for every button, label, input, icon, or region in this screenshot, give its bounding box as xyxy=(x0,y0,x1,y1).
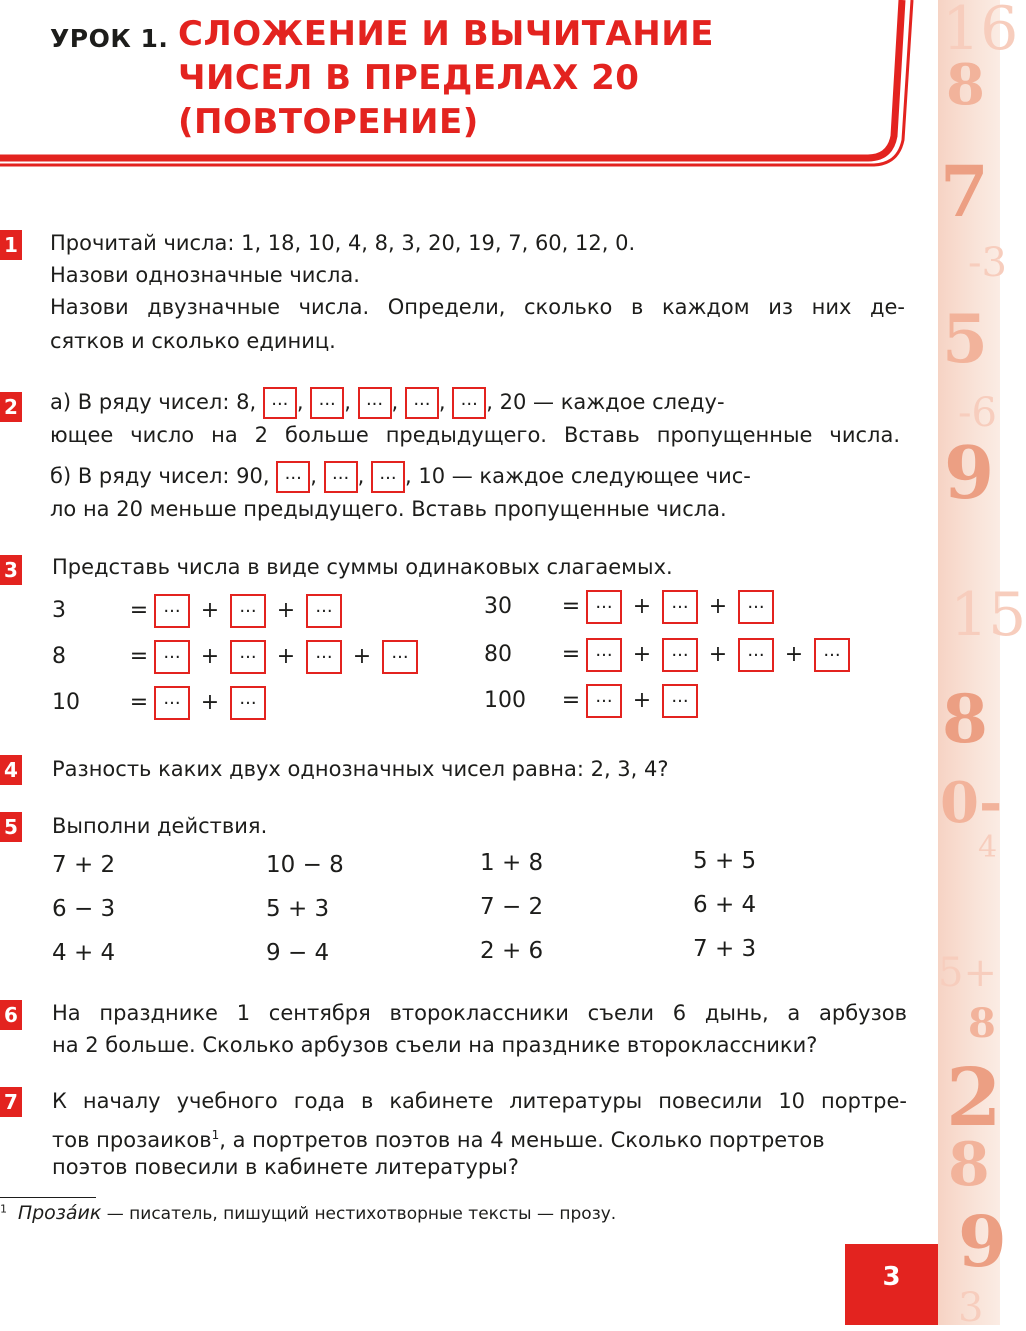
task2b-line-1: б) В ряду чисел: 90, ... , ... , ... , 10 — каждое следующее чис- xyxy=(50,459,751,493)
footnote-term: Прозáик xyxy=(17,1202,102,1224)
arithmetic-expression: 5 + 3 xyxy=(266,896,330,922)
arithmetic-expression: 5 + 5 xyxy=(693,848,757,874)
decor-number: 9 xyxy=(958,1200,1007,1283)
answer-box[interactable]: ... xyxy=(382,640,418,674)
equation-number: 8 xyxy=(52,644,66,669)
answer-box[interactable]: ... xyxy=(586,684,622,718)
arithmetic-expression: 7 − 2 xyxy=(480,894,544,920)
task2a-suffix: 20 — каждое следу- xyxy=(499,390,725,414)
equation-number: 10 xyxy=(52,690,80,715)
decor-number: 16 xyxy=(942,0,1019,64)
equals-sign: = xyxy=(561,642,581,667)
equals-sign: = xyxy=(129,598,149,623)
equals-sign: = xyxy=(561,688,581,713)
answer-box[interactable]: ... xyxy=(154,594,190,628)
footnote-ref: 1 xyxy=(211,1128,220,1142)
answer-box[interactable]: ... xyxy=(662,590,698,624)
task7-line-2b: , а портретов поэтов на 4 меньше. Сколько портретов xyxy=(219,1128,825,1152)
decor-number: 8 xyxy=(948,1130,990,1200)
decor-number: -3 xyxy=(968,240,1007,286)
sum-equation xyxy=(484,684,698,718)
task2b-line-2: ло на 20 меньше предыдущего. Вставь пропущенные числа. xyxy=(50,497,727,521)
task2a-line-1: а) В ряду чисел: 8, ... , ... , ... , ... , ... , 20 — каждое следу- xyxy=(50,385,725,419)
answer-box[interactable]: ... xyxy=(662,684,698,718)
answer-box[interactable]: ... xyxy=(230,640,266,674)
answer-box[interactable]: ... xyxy=(306,640,342,674)
decor-number: 0- xyxy=(940,770,1003,836)
decor-number: 5 xyxy=(942,300,988,378)
decor-number: 2 xyxy=(946,1050,1002,1144)
lesson-label: УРОК 1. xyxy=(50,24,169,53)
task-number-2: 2 xyxy=(0,392,22,422)
equation-number: 80 xyxy=(484,642,512,667)
answer-box[interactable]: ... xyxy=(263,387,297,419)
equals-sign: = xyxy=(129,644,149,669)
sum-equation xyxy=(52,640,418,674)
plus-sign: + xyxy=(632,688,652,713)
decor-number: 4 xyxy=(978,830,998,865)
arithmetic-expression: 2 + 6 xyxy=(480,938,544,964)
decor-number: 8 xyxy=(946,52,985,118)
decorative-number-strip xyxy=(938,0,1026,1331)
task1-line-2: Назови однозначные числа. xyxy=(50,263,360,287)
task7-line-1: К началу учебного года в кабинете литературы повесили 10 портре- xyxy=(52,1089,907,1113)
task2a-prefix: а) В ряду чисел: 8, xyxy=(50,390,257,414)
task-number-7: 7 xyxy=(0,1087,22,1117)
equals-sign: = xyxy=(561,594,581,619)
plus-sign: + xyxy=(632,642,652,667)
task6-line-2: на 2 больше. Сколько арбузов съели на празднике второклассники? xyxy=(52,1033,818,1057)
task-number-3: 3 xyxy=(0,555,22,585)
answer-box[interactable]: ... xyxy=(154,640,190,674)
plus-sign: + xyxy=(200,690,220,715)
arithmetic-expression: 4 + 4 xyxy=(52,940,116,966)
arithmetic-expression: 7 + 2 xyxy=(52,852,116,878)
lesson-title-line-2: ЧИСЕЛ В ПРЕДЕЛАХ 20 xyxy=(178,58,640,98)
answer-box[interactable]: ... xyxy=(310,387,344,419)
answer-box[interactable]: ... xyxy=(324,461,358,493)
sum-equation xyxy=(484,590,774,624)
answer-box[interactable]: ... xyxy=(371,461,405,493)
task-number-5: 5 xyxy=(0,812,22,842)
equation-number: 3 xyxy=(52,598,66,623)
arithmetic-expression: 6 + 4 xyxy=(693,892,757,918)
answer-box[interactable]: ... xyxy=(586,590,622,624)
task5-text: Выполни действия. xyxy=(52,814,268,838)
task3-text: Представь числа в виде суммы одинаковых слагаемых. xyxy=(52,555,673,579)
plus-sign: + xyxy=(708,642,728,667)
decor-number: 7 xyxy=(940,150,989,233)
lesson-title-line-1: СЛОЖЕНИЕ И ВЫЧИТАНИЕ xyxy=(178,14,714,54)
answer-box[interactable]: ... xyxy=(814,638,850,672)
task6-line-1: На празднике 1 сентября второклассники съели 6 дынь, а арбузов xyxy=(52,1001,907,1025)
footnote-marker: 1 xyxy=(0,1202,7,1216)
answer-box[interactable]: ... xyxy=(358,387,392,419)
task2b-suffix: 10 — каждое следующее чис- xyxy=(418,464,751,488)
decor-number: 5+ xyxy=(938,950,997,996)
plus-sign: + xyxy=(200,644,220,669)
answer-box[interactable]: ... xyxy=(738,590,774,624)
task-number-4: 4 xyxy=(0,755,22,785)
footnote-definition: — писатель, пишущий нестихотворные тексты — прозу. xyxy=(101,1204,617,1224)
answer-box[interactable]: ... xyxy=(452,387,486,419)
decor-number: 8 xyxy=(968,1000,996,1047)
plus-sign: + xyxy=(276,644,296,669)
task4-text: Разность каких двух однозначных чисел равна: 2, 3, 4? xyxy=(52,757,669,781)
decor-number: 9 xyxy=(944,430,995,515)
decor-number: -6 xyxy=(958,390,997,436)
task1-line-3: Назови двузначные числа. Определи, сколько в каждом из них де- xyxy=(50,295,905,319)
answer-box[interactable]: ... xyxy=(662,638,698,672)
answer-box[interactable]: ... xyxy=(230,594,266,628)
arithmetic-expression: 9 − 4 xyxy=(266,940,330,966)
answer-box[interactable]: ... xyxy=(405,387,439,419)
sum-equation xyxy=(52,686,266,720)
answer-box[interactable]: ... xyxy=(276,461,310,493)
equals-sign: = xyxy=(129,690,149,715)
plus-sign: + xyxy=(352,644,372,669)
plus-sign: + xyxy=(708,594,728,619)
task-number-1: 1 xyxy=(0,230,22,260)
answer-box[interactable]: ... xyxy=(586,638,622,672)
footnote xyxy=(0,1202,616,1224)
arithmetic-expression: 6 − 3 xyxy=(52,896,116,922)
answer-box[interactable]: ... xyxy=(306,594,342,628)
task2a-line-2: ющее число на 2 больше предыдущего. Вставь пропущенные числа. xyxy=(50,423,900,447)
decor-number: 3 xyxy=(958,1285,984,1331)
decor-number: 15 xyxy=(950,580,1026,650)
plus-sign: + xyxy=(632,594,652,619)
task-number-6: 6 xyxy=(0,1000,22,1030)
decor-number: 8 xyxy=(942,680,988,758)
sum-equation xyxy=(52,594,342,628)
task7-line-3: поэтов повесили в кабинете литературы? xyxy=(52,1155,519,1179)
task1-line-4: сятков и сколько единиц. xyxy=(50,329,336,353)
equation-number: 100 xyxy=(484,688,526,713)
plus-sign: + xyxy=(784,642,804,667)
arithmetic-expression: 7 + 3 xyxy=(693,936,757,962)
plus-sign: + xyxy=(276,598,296,623)
footnote-divider xyxy=(0,1197,96,1198)
arithmetic-expression: 1 + 8 xyxy=(480,850,544,876)
arithmetic-expression: 10 − 8 xyxy=(266,852,344,878)
answer-box[interactable]: ... xyxy=(154,686,190,720)
lesson-title-line-3: (ПОВТОРЕНИЕ) xyxy=(178,102,479,142)
task7-line-2a: тов прозаиков xyxy=(52,1128,212,1152)
page-number: 3 xyxy=(882,1262,901,1292)
plus-sign: + xyxy=(200,598,220,623)
equation-number: 30 xyxy=(484,594,512,619)
task2b-prefix: б) В ряду чисел: 90, xyxy=(50,464,270,488)
page-number-tab xyxy=(845,1244,938,1325)
sum-equation xyxy=(484,638,850,672)
task1-line-1: Прочитай числа: 1, 18, 10, 4, 8, 3, 20, 19, 7, 60, 12, 0. xyxy=(50,231,636,255)
answer-box[interactable]: ... xyxy=(230,686,266,720)
answer-box[interactable]: ... xyxy=(738,638,774,672)
